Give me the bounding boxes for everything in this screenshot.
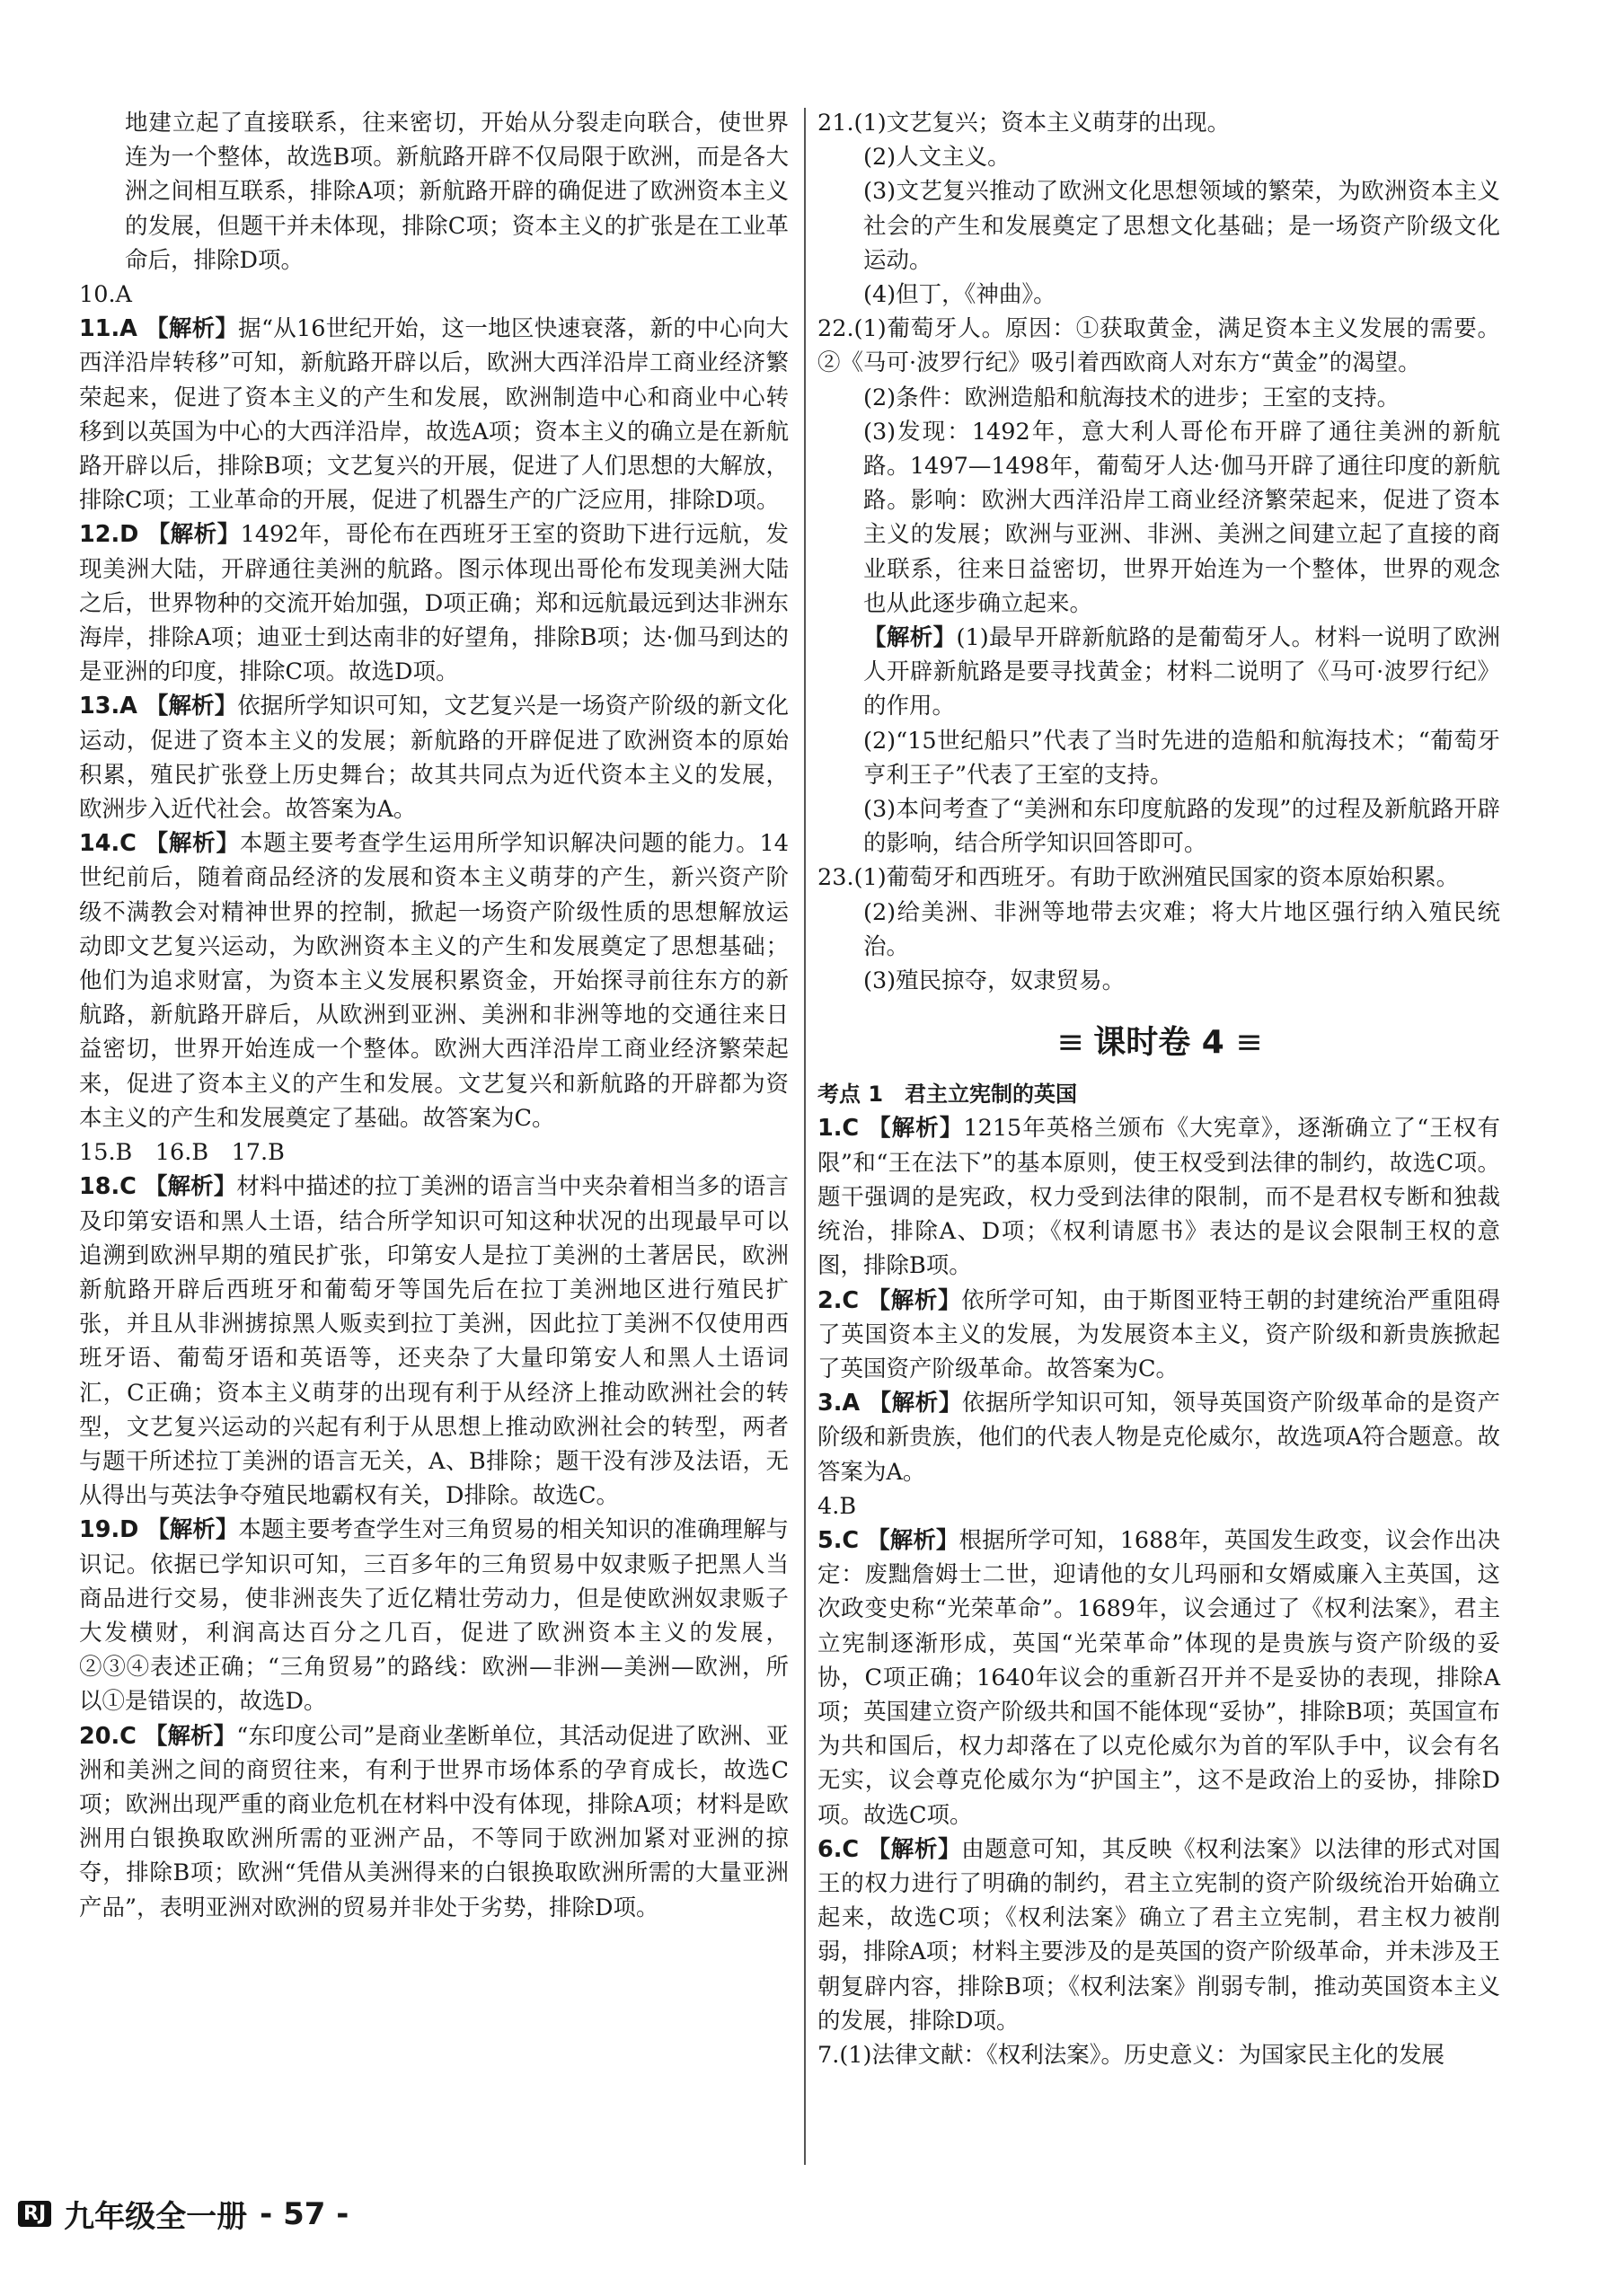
title-deco-right: ≡ [1235, 1024, 1261, 1062]
answer-head: 14.C 【解析】 [79, 830, 240, 858]
answer-paragraph: 7.(1)法律文献：《权利法案》。历史意义：为国家民主化的发展 [817, 2041, 1444, 2069]
answer-text: 本题主要考查学生运用所学知识解决问题的能力。14世纪前后，随着商品经济的发展和资本主义萌芽的产生，新兴资产阶级不满教会对精神世界的控制，掀起一场资产阶级性质的思想解放运动即文艺复兴运动，为欧洲资本主义的产生和发展奠定了思想基础；他们为追求财富，为资本主义发展积累资金，开始探寻前往东方的新航路，新航路开辟后，从欧洲到亚洲、美洲和非洲等地的交通往来日益密切，世界开始连成一个整体。欧洲大西洋沿岸工商业经济繁荣起来，促进了资本主义的产生和发展。文艺复兴和新航路的开辟都为资本主义的产生和发展奠定了基础。故答案为C。 [79, 830, 790, 1132]
answer-head: 19.D 【解析】 [79, 1516, 239, 1544]
answers-block-lesson-4 [817, 1111, 1500, 2072]
answer-text: 由题意可知，其反映《权利法案》以法律的形式对国王的权力进行了明确的制约，君主立宪制的资产阶级统治开始确立起来，故选C项；《权利法案》确立了君主立宪制，君主权力被削弱，排除A项；材料主要涉及的是英国的资产阶级革命，并未涉及王朝复辟内容，排除B项；《权利法案》削弱专制，推动英国资本主义的发展，排除D项。 [817, 1835, 1500, 2035]
answer-head: 2.C 【解析】 [817, 1286, 962, 1314]
answer-paragraph [79, 1170, 789, 1513]
answer-text: 本题主要考查学生对三角贸易的相关知识的准确理解与识记。依据已学知识可知，三百多年的三角贸易中奴隶贩子把黑人当商品进行交易，使非洲丧失了近亿精壮劳动力，但是使欧洲奴隶贩子大发横财，利润高达百分之几百，促进了欧洲资本主义的发展，②③④表述正确；“三角贸易”的路线：欧洲—非洲—美洲—欧洲，所以①是错误的，故选D。 [79, 1516, 789, 1716]
answer-paragraph: (2)“15世纪船只”代表了当时先进的造船和航海技术；“葡萄牙亨利王子”代表了王室的支持。 [863, 727, 1500, 789]
answer-paragraph [817, 1832, 1500, 2038]
kaodian-heading: 考点 1 君主立宪制的英国 [817, 1082, 1078, 1108]
answer-paragraph: (3)文艺复兴推动了欧洲文化思想领域的繁荣，为欧洲资本主义社会的产生和发展奠定了思想文化基础；是一场资产阶级文化运动。 [863, 178, 1500, 274]
answer-head: 13.A 【解析】 [79, 693, 238, 720]
page-footer [18, 2192, 349, 2236]
grade-label: 九年级全一册 [64, 2199, 248, 2235]
answer-paragraph [817, 1284, 1500, 1387]
answer-text: “东印度公司”是商业垄断单位，其活动促进了欧洲、亚洲和美洲之间的商贸往来，有利于世界市场体系的孕育成长，故选C项；欧洲出现严重的商业危机在材料中没有体现，排除A项；材料是欧洲用白银换取欧洲所需的亚洲产品，不等同于欧洲加紧对亚洲的掠夺，排除B项；欧洲“凭借从美洲得来的白银换取欧洲所需的大量亚洲产品”，表明亚洲对欧洲的贸易并非处于劣势，排除D项。 [79, 1722, 790, 1921]
answer-paragraph [817, 1523, 1500, 1832]
answer-text: (1)最早开辟新航路的是葡萄牙人。材料一说明了欧洲人开辟新航路是要寻找黄金；材料二说明了《马可·波罗行纪》的作用。 [863, 624, 1500, 720]
answer-paragraph: (3)发现：1492年，意大利人哥伦布开辟了通往美洲的新航路。1497—1498年，葡萄牙人达·伽马开辟了通往印度的新航路。影响：欧洲大西洋沿岸工商业经济繁荣起来，促进了资本主义的发展；欧洲与亚洲、非洲、美洲之间建立起了直接的商业联系，往来日益密切，世界开始连为一个整体，世界的观念也从此逐步确立起来。 [863, 418, 1500, 617]
right-column [817, 106, 1500, 2072]
answer-paragraph [817, 621, 1500, 724]
answer-head: 12.D 【解析】 [79, 521, 241, 549]
answer-paragraph: (2)给美洲、非洲等地带去灾难；将大片地区强行纳入殖民统治。 [863, 898, 1500, 960]
answer-text: 1215年英格兰颁布《大宪章》，逐渐确立了“王权有限”和“王在法下”的基本原则，使王权受到法律的制约，故选C项。题干强调的是宪政，权力受到法律的限制，而不是君权专断和独裁统治，排除A、D项；《权利请愿书》表达的是议会限制王权的意图，排除B项。 [817, 1115, 1500, 1280]
answer-paragraph: 22.(1)葡萄牙人。原因：①获取黄金，满足资本主义发展的需要。②《马可·波罗行纪》吸引着西欧商人对东方“黄金”的渴望。 [817, 315, 1500, 377]
answer-paragraph: 23.(1)葡萄牙和西班牙。有助于欧洲殖民国家的资本原始积累。 [817, 864, 1460, 892]
answer-text: 根据所学可知，1688年，英国发生政变，议会作出决定：废黜詹姆士二世，迎请他的女儿玛丽和女婿威廉入主英国，这次政变史称“光荣革命”。1689年，议会通过了《权利法案》，君主立宪制逐渐形成，英国“光荣革命”体现的是贵族与资产阶级的妥协，C项正确；1640年议会的重新召开并不是妥协的表现，排除A项；英国建立资产阶级共和国不能体现“妥协”，排除B项；英国宣布为共和国后，权力却落在了以克伦威尔为首的军队手中，议会有名无实，议会尊克伦威尔为“护国主”，这不是政治上的妥协，排除D项。故选C项。 [817, 1526, 1500, 1829]
answer-paragraph: (4)但丁，《神曲》。 [863, 281, 1056, 309]
answer-head: 18.C 【解析】 [79, 1173, 237, 1201]
answer-paragraph [79, 312, 789, 517]
answer-paragraph [79, 1513, 789, 1718]
answer-paragraph [79, 1719, 789, 1925]
answer-paragraph: 15.B 16.B 17.B [79, 1139, 285, 1167]
answer-head: 11.A 【解析】 [79, 315, 239, 343]
answer-text: 依所学可知，由于斯图亚特王朝的封建统治严重阻碍了英国资本主义的发展，为发展资本主义，资产阶级和新贵族掀起了英国资产阶级革命。故答案为C。 [817, 1286, 1500, 1382]
answer-paragraph [79, 689, 789, 826]
answer-paragraph: (2)条件：欧洲造船和航海技术的进步；王室的支持。 [863, 384, 1400, 411]
answer-paragraph: 21.(1)文艺复兴；资本主义萌芽的出现。 [817, 110, 1231, 137]
answer-text: 据“从16世纪开始，这一地区快速衰落，新的中心向大西洋沿岸转移”可知，新航路开辟以后，欧洲大西洋沿岸工商业经济繁荣起来，促进了资本主义的产生和发展，欧洲制造中心和商业中心转移到以英国为中心的大西洋沿岸，故选A项；资本主义的确立是在新航路开辟以后，排除B项；文艺复兴的开展，促进了人们思想的大解放，排除C项；工业革命的开展，促进了机器生产的广泛应用，排除D项。 [79, 315, 789, 515]
page-number: - 57 - [260, 2195, 349, 2232]
column-divider [804, 108, 806, 2165]
answer-paragraph: 地建立起了直接联系，往来密切，开始从分裂走向联合，使世界连为一个整体，故选B项。新航路开辟不仅局限于欧洲，而是各大洲之间相互联系，排除A项；新航路开辟的确促进了欧洲资本主义的发展，但题干并未体现，排除C项；资本主义的扩张是在工业革命后，排除D项。 [125, 110, 789, 274]
edition-badge: RJ [18, 2201, 51, 2227]
section-title-text: 课时卷 4 [1093, 1024, 1224, 1062]
answer-head: 6.C 【解析】 [817, 1835, 962, 1863]
answer-text: 材料中描述的拉丁美洲的语言当中夹杂着相当多的语言及印第安语和黑人土语，结合所学知识可知这种状况的出现最早可以追溯到欧洲早期的殖民扩张，印第安人是拉丁美洲的土著居民，欧洲新航路开辟后西班牙和葡萄牙等国先后在拉丁美洲地区进行殖民扩张，并且从非洲掳掠黑人贩卖到拉丁美洲，因此拉丁美洲不仅使用西班牙语、葡萄牙语和英语等，还夹杂了大量印第安人和黑人土语词汇，C正确；资本主义萌芽的出现有利于从经济上推动欧洲社会的转型，文艺复兴运动的兴起有利于从思想上推动欧洲社会的转型，两者与题干所述拉丁美洲的语言无关，A、B排除；题干没有涉及法语，无从得出与英法争夺殖民地霸权有关，D排除。故选C。 [79, 1173, 789, 1510]
answer-paragraph: (3)本问考查了“美洲和东印度航路的发现”的过程及新航路开辟的影响，结合所学知识回答即可。 [863, 796, 1500, 858]
answer-head: 【解析】 [863, 624, 957, 652]
answer-paragraph: 4.B [817, 1492, 857, 1520]
answer-head: 1.C 【解析】 [817, 1115, 964, 1143]
section-title [817, 1018, 1500, 1068]
answer-head: 3.A 【解析】 [817, 1390, 962, 1417]
answers-block-lesson-3 [817, 106, 1500, 998]
title-deco-left: ≡ [1056, 1024, 1082, 1062]
left-column [79, 106, 789, 1925]
answer-head: 20.C 【解析】 [79, 1722, 237, 1750]
answer-paragraph [79, 826, 789, 1135]
answer-paragraph [817, 1386, 1500, 1489]
answer-text: 依据所学知识可知，文艺复兴是一场资产阶级的新文化运动，促进了资本主义的发展；新航路的开辟促进了欧洲资本的原始积累，殖民扩张登上历史舞台；故其共同点为近代资本主义的发展，欧洲步入近代社会。故答案为A。 [79, 693, 789, 824]
answer-paragraph: 10.A [79, 281, 132, 309]
answer-paragraph [817, 1111, 1500, 1283]
answer-text: 依据所学知识可知，领导英国资产阶级革命的是资产阶级和新贵族，他们的代表人物是克伦威尔，故选项A符合题意。故答案为A。 [817, 1390, 1500, 1486]
answer-text: 1492年，哥伦布在西班牙王室的资助下进行远航，发现美洲大陆，开辟通往美洲的航路。图示体现出哥伦布发现美洲大陆之后，世界物种的交流开始加强，D项正确；郑和远航最远到达非洲东海岸，排除A项；迪亚士到达南非的好望角，排除B项；达·伽马到达的是亚洲的印度，排除C项。故选D项。 [79, 521, 790, 686]
answer-paragraph: (3)殖民掠夺，奴隶贸易。 [863, 967, 1126, 995]
answer-head: 5.C 【解析】 [817, 1526, 959, 1554]
answer-paragraph [79, 517, 789, 689]
answer-paragraph: (2)人文主义。 [863, 144, 1011, 172]
